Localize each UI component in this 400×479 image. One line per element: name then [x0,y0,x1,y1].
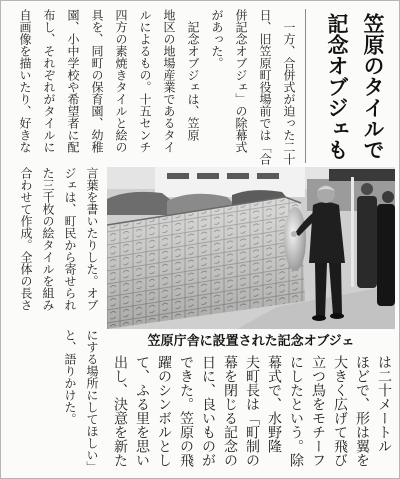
text-column: ほどで、形は翼を [354,355,370,467]
text-column: できた。笠原の飛 [178,355,194,467]
text-column: 日、旧笠原町役場前では「合 [258,9,272,165]
text-column: 併記念オブジェ」の除幕式 [234,9,248,153]
photo-caption: 笠原庁舎に設置された記念オブジェ [147,334,355,349]
text-column: た三千枚の絵タイルを組み [41,167,55,311]
headline-line: 記念オブジェも [325,13,349,160]
text-column: 園、小中学校や希望者に配 [66,9,80,153]
text-column: 具を、同町の保育園、幼稚 [90,9,104,153]
text-column: 幕式で、水野隆 [266,355,282,453]
text-column: ルによるもの。十五センチ [138,9,152,153]
text-column: 布し、それぞれがタイルに [42,9,56,153]
text-column: 日に、良いものが [200,355,216,467]
article-text-end [11,329,103,475]
text-column: にする場所にしてほしい」 [85,329,99,473]
text-column: 出し、決意を新た [112,355,128,467]
text-column: と、語りかけた。 [63,329,77,425]
article-text-top [11,9,301,167]
text-column: 大きく広げて飛び [332,355,348,467]
text-column: は二十メートル [376,355,392,453]
text-column: 自画像を描いたり、好きな [18,9,32,153]
text-column: て、ふる里を思い [134,355,150,467]
headline [313,13,391,163]
text-column: ジェは、町民から寄せられ [63,167,77,311]
headline-divider [305,9,306,163]
text-column: 地区の地場産業であるタイ [162,9,176,153]
text-column: 立つ鳥をモチーフ [310,355,326,467]
text-column: 一方、合併式が迫った二十 [282,9,296,165]
article-text-middle [11,167,103,325]
text-column: 躍のシンボルとし [156,355,172,467]
text-column: 合わせて作成。全体の長さ [19,167,33,311]
wall-end-cap [284,207,306,271]
text-column: 記念オブジェは、笠原 [186,9,200,141]
text-column: にしたという。除 [288,355,304,467]
text-column: 幕を閉じる記念の [222,355,238,467]
text-column: 四方の素焼きタイルと絵の [114,9,128,153]
headline-line: 笠原のタイルで [361,13,385,160]
text-column: があった。 [210,9,224,69]
text-column: 夫町長は「町制の [244,355,260,467]
article-text-bottom [109,355,395,473]
text-column: 言葉を書いたりした。オブ [85,167,99,311]
photo [107,167,395,329]
